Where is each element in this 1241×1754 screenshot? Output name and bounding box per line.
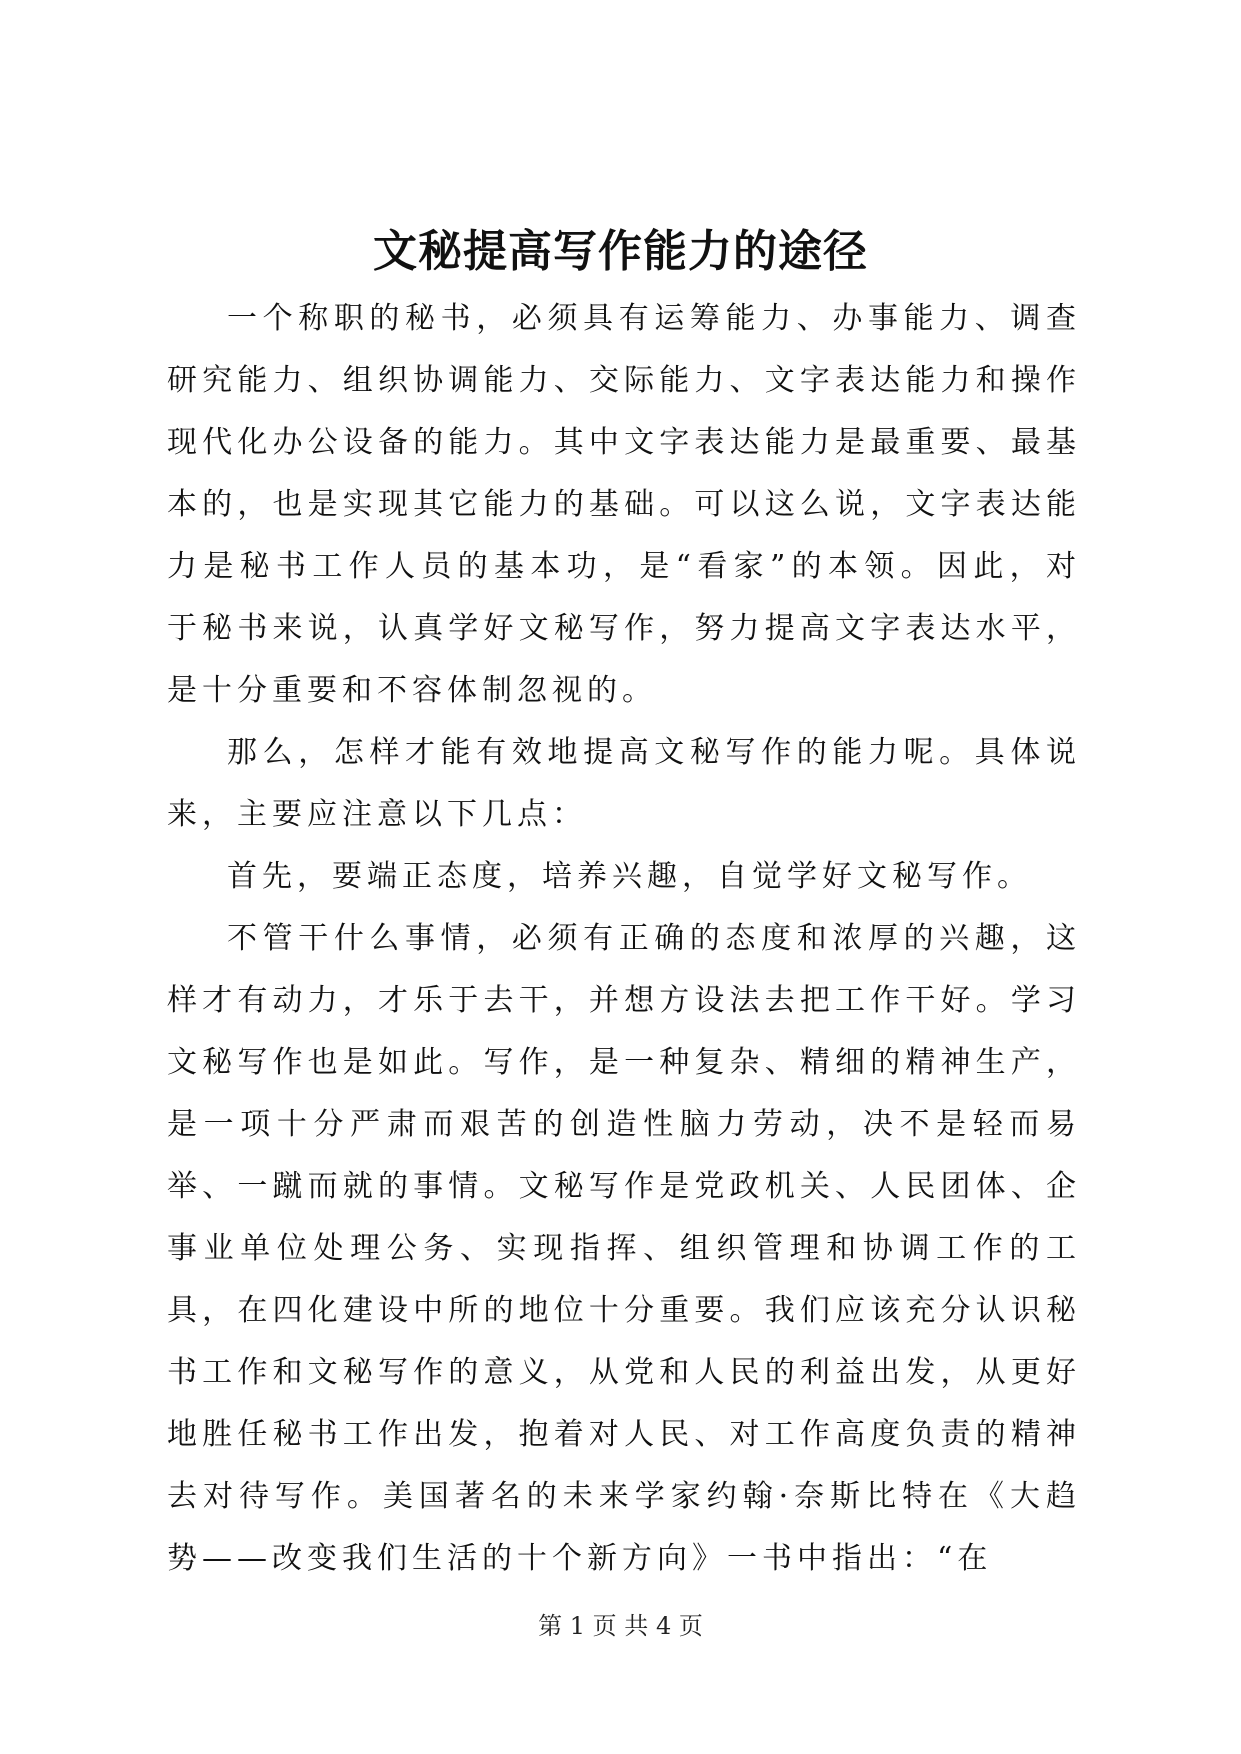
paragraph-2: 那么，怎样才能有效地提高文秘写作的能力呢。具体说来，主要应注意以下几点：	[167, 735, 1081, 832]
paragraph-4: 不管干什么事情，必须有正确的态度和浓厚的兴趣，这样才有动力，才乐于去干，并想方设法去把工作干好。学习文秘写作也是如此。写作，是一种复杂、精细的精神生产，是一项十分严肃而艰苦的创造性脑力劳动，决不是轻而易举、一蹴而就的事情。文秘写作是党政机关、人民团体、企事业单位处理公务、实现指挥、组织管理和协调工作的工具，在四化建设中所的地位十分重要。我们应该充分认识秘书工作和文秘写作的意义，从党和人民的利益出发，从更好地胜任秘书工作出发，抱着对人民、对工作高度负责的精神去对待写作。美国著名的未来学家约翰·奈斯比特在《大趋势——改变我们生活的十个新方向》一书中指出：“在	[167, 921, 1081, 1576]
document-body	[167, 288, 1081, 1590]
paragraph-3: 首先，要端正态度，培养兴趣，自觉学好文秘写作。	[227, 859, 1032, 894]
page-footer: 第 1 页 共 4 页	[538, 1612, 703, 1640]
paragraph-1: 一个称职的秘书，必须具有运筹能力、办事能力、调查研究能力、组织协调能力、交际能力、文字表达能力和操作现代化办公设备的能力。其中文字表达能力是最重要、最基本的，也是实现其它能力的基础。可以这么说，文字表达能力是秘书工作人员的基本功，是“看家”的本领。因此，对于秘书来说，认真学好文秘写作，努力提高文字表达水平，是十分重要和不容体制忽视的。	[167, 301, 1081, 708]
document-title: 文秘提高写作能力的途径	[373, 226, 868, 277]
